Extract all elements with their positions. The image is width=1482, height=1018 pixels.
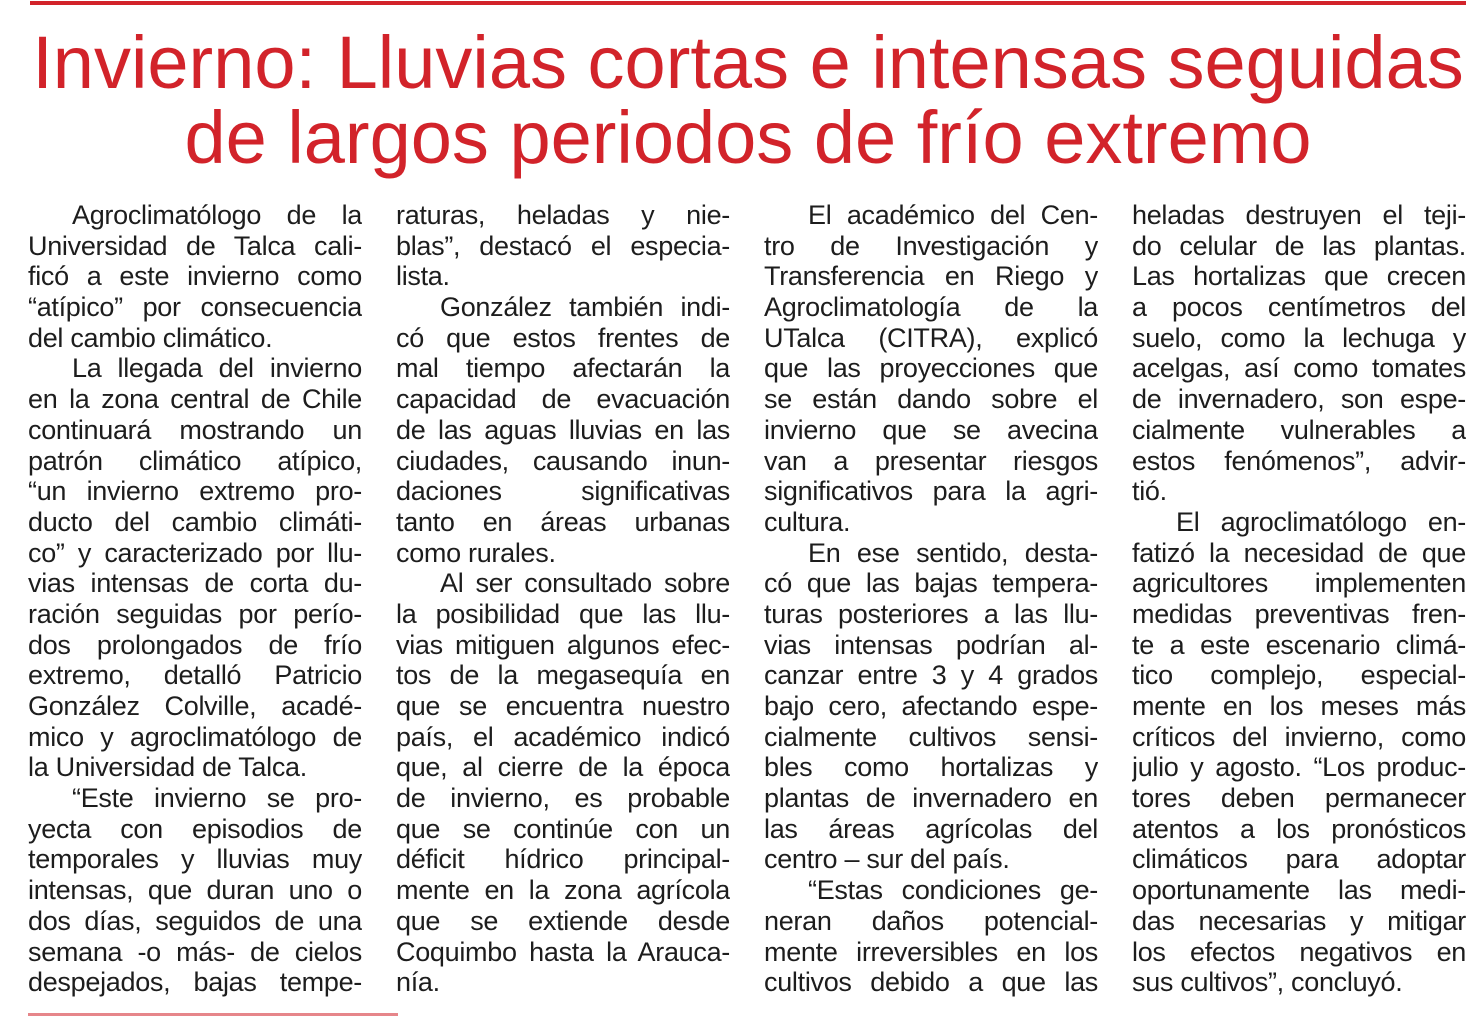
article-line: cialmente vulnerables a <box>1132 414 1466 445</box>
article-line: semana -o más- de cielos <box>28 936 362 967</box>
article-line: “Este invierno se pro- <box>72 783 362 814</box>
article-line: que se extiende desde <box>396 905 730 936</box>
article-line: las áreas agrícolas del <box>764 813 1098 844</box>
article-line: yecta con episodios de <box>28 813 362 844</box>
article-line: fatizó la necesidad de que <box>1132 537 1466 568</box>
article-line: do celular de las plantas. <box>1132 230 1466 261</box>
article-line: que se encuentra nuestro <box>396 691 730 721</box>
article-line: Universidad de Talca cali- <box>28 230 362 261</box>
article-line: que se continúe con un <box>396 813 730 844</box>
article-line: cultura. <box>764 506 851 537</box>
article-line: canzar entre 3 y 4 grados <box>764 660 1098 691</box>
article-line: país, el académico indicó <box>396 721 730 752</box>
article-line: que las proyecciones que <box>764 353 1098 384</box>
article-line: ciudades, causando inun- <box>396 445 730 476</box>
article-paragraph <box>28 783 362 998</box>
article-line: intensas, que duran uno o <box>28 875 362 906</box>
article-line: tanto en áreas urbanas <box>396 506 730 537</box>
article-line: cultivos debido a que las <box>764 967 1098 998</box>
article-line: como rurales. <box>396 537 556 568</box>
article-line: la Universidad de Talca. <box>28 752 307 783</box>
article-paragraph <box>396 568 730 998</box>
article-body <box>0 200 1482 1010</box>
article-paragraph <box>764 875 1098 998</box>
article-line: mal tiempo afectarán la <box>396 353 730 384</box>
article-line: tores deben permanecer <box>1132 783 1466 814</box>
article-line: El agroclimatólogo en- <box>1176 506 1466 537</box>
bottom-red-rule <box>28 1013 398 1016</box>
article-line: que, al cierre de la época <box>396 752 730 783</box>
article-line: das necesarias y mitigar <box>1132 905 1466 936</box>
article-line: ración seguidas por perío- <box>28 598 362 629</box>
headline-line-1: Invierno: Lluvias cortas e intensas seguidas <box>32 21 1464 104</box>
article-paragraph <box>396 200 730 292</box>
article-line: El académico del Cen- <box>808 200 1098 230</box>
article-line: cialmente cultivos sensi- <box>764 721 1098 752</box>
article-paragraph <box>1132 200 1466 507</box>
article-line: tro de Investigación y <box>764 230 1098 261</box>
article-column-2 <box>396 200 730 998</box>
article-line: se están dando sobre el <box>764 384 1098 415</box>
article-line: mente en la zona agrícola <box>396 875 730 906</box>
article-line: neran daños potencial- <box>764 905 1098 936</box>
article-line: suelo, como la lechuga y <box>1132 322 1466 353</box>
article-line: patrón climático atípico, <box>28 445 362 476</box>
article-line: déficit hídrico principal- <box>396 844 730 875</box>
article-line: tió. <box>1132 476 1167 507</box>
article-line: Al ser consultado sobre <box>440 568 730 599</box>
article-line: La llegada del invierno <box>72 353 362 384</box>
article-line: mente irreversibles en los <box>764 936 1098 967</box>
article-line: de invernadero, son espe- <box>1132 384 1466 415</box>
article-line: lista. <box>396 261 450 292</box>
article-line: turas posteriores a las llu- <box>764 598 1098 629</box>
article-line: González también indi- <box>440 292 730 323</box>
article-line: de invierno, es probable <box>396 783 730 814</box>
article-line: có que las bajas tempera- <box>764 568 1098 599</box>
article-line: vias mitiguen algunos efec- <box>396 629 730 660</box>
article-line: heladas destruyen el teji- <box>1132 200 1466 230</box>
article-line: sus cultivos”, concluyó. <box>1132 967 1403 998</box>
article-line: climáticos para adoptar <box>1132 844 1466 875</box>
article-line: acelgas, así como tomates <box>1132 353 1466 384</box>
article-line: te a este escenario climá- <box>1132 629 1466 660</box>
article-line: ducto del cambio climáti- <box>28 506 362 537</box>
article-paragraph <box>1132 507 1466 998</box>
article-line: invierno que se avecina <box>764 414 1098 445</box>
article-line: Agroclimatología de la <box>764 292 1098 323</box>
article-line: En ese sentido, desta- <box>808 537 1098 568</box>
article-line: temporales y lluvias muy <box>28 844 362 875</box>
article-line: agricultores implementen <box>1132 568 1466 599</box>
article-column-4 <box>1132 200 1466 998</box>
article-line: a pocos centímetros del <box>1132 292 1466 323</box>
article-line: bles como hortalizas y <box>764 752 1098 783</box>
article-line: vias intensas de corta du- <box>28 568 362 599</box>
article-line: vias intensas podrían al- <box>764 629 1098 660</box>
article-line: en la zona central de Chile <box>28 384 362 415</box>
article-line: extremo, detalló Patricio <box>28 660 362 691</box>
article-column-1 <box>28 200 362 998</box>
article-line: González Colville, acadé- <box>28 691 362 721</box>
article-line: oportunamente las medi- <box>1132 875 1466 906</box>
article-line: centro – sur del país. <box>764 844 1010 875</box>
headline-line-2: de largos periodos de frío extremo <box>184 96 1312 179</box>
article-line: estos fenómenos”, advir- <box>1132 445 1466 476</box>
article-line: blas”, destacó el especia- <box>396 230 730 261</box>
article-line: significativos para la agri- <box>764 476 1098 507</box>
article-line: del cambio climático. <box>28 322 273 353</box>
article-paragraph <box>764 200 1098 538</box>
article-paragraph <box>764 538 1098 876</box>
article-paragraph <box>28 200 362 353</box>
article-line: críticos del invierno, como <box>1132 721 1466 752</box>
article-line: despejados, bajas tempe- <box>28 967 362 998</box>
article-line: julio y agosto. “Los produc- <box>1132 752 1466 783</box>
article-line: raturas, heladas y nie- <box>396 200 730 230</box>
article-line: dos días, seguidos de una <box>28 905 362 936</box>
article-line: Transferencia en Riego y <box>764 261 1098 292</box>
article-line: bajo cero, afectando espe- <box>764 691 1098 721</box>
article-line: de las aguas lluvias en las <box>396 414 730 445</box>
headline <box>30 21 1466 179</box>
article-line: atentos a los pronósticos <box>1132 813 1466 844</box>
article-line: ficó a este invierno como <box>28 261 362 292</box>
article-line: los efectos negativos en <box>1132 936 1466 967</box>
article-line: “atípico” por consecuencia <box>28 292 362 323</box>
article-line: dos prolongados de frío <box>28 629 362 660</box>
article-line: Agroclimatólogo de la <box>72 200 362 230</box>
article-paragraph <box>396 292 730 568</box>
article-line: có que estos frentes de <box>396 322 730 353</box>
article-line: la posibilidad que las llu- <box>396 598 730 629</box>
top-red-rule <box>30 1 1466 5</box>
article-line: medidas preventivas fren- <box>1132 598 1466 629</box>
article-line: mente en los meses más <box>1132 691 1466 721</box>
article-line: tico complejo, especial- <box>1132 660 1466 691</box>
article-line: Coquimbo hasta la Arauca- <box>396 936 730 967</box>
article-line: UTalca (CITRA), explicó <box>764 322 1098 353</box>
article-line: plantas de invernadero en <box>764 783 1098 814</box>
article-line: co” y caracterizado por llu- <box>28 537 362 568</box>
article-line: van a presentar riesgos <box>764 445 1098 476</box>
article-line: Las hortalizas que crecen <box>1132 261 1466 292</box>
article-line: capacidad de evacuación <box>396 384 730 415</box>
article-line: daciones significativas <box>396 476 730 507</box>
article-line: “Estas condiciones ge- <box>808 875 1098 906</box>
article-line: nía. <box>396 967 440 998</box>
article-paragraph <box>28 353 362 783</box>
article-line: tos de la megasequía en <box>396 660 730 691</box>
article-line: mico y agroclimatólogo de <box>28 721 362 752</box>
article-column-3 <box>764 200 1098 998</box>
article-line: continuará mostrando un <box>28 414 362 445</box>
article-line: “un invierno extremo pro- <box>28 476 362 507</box>
